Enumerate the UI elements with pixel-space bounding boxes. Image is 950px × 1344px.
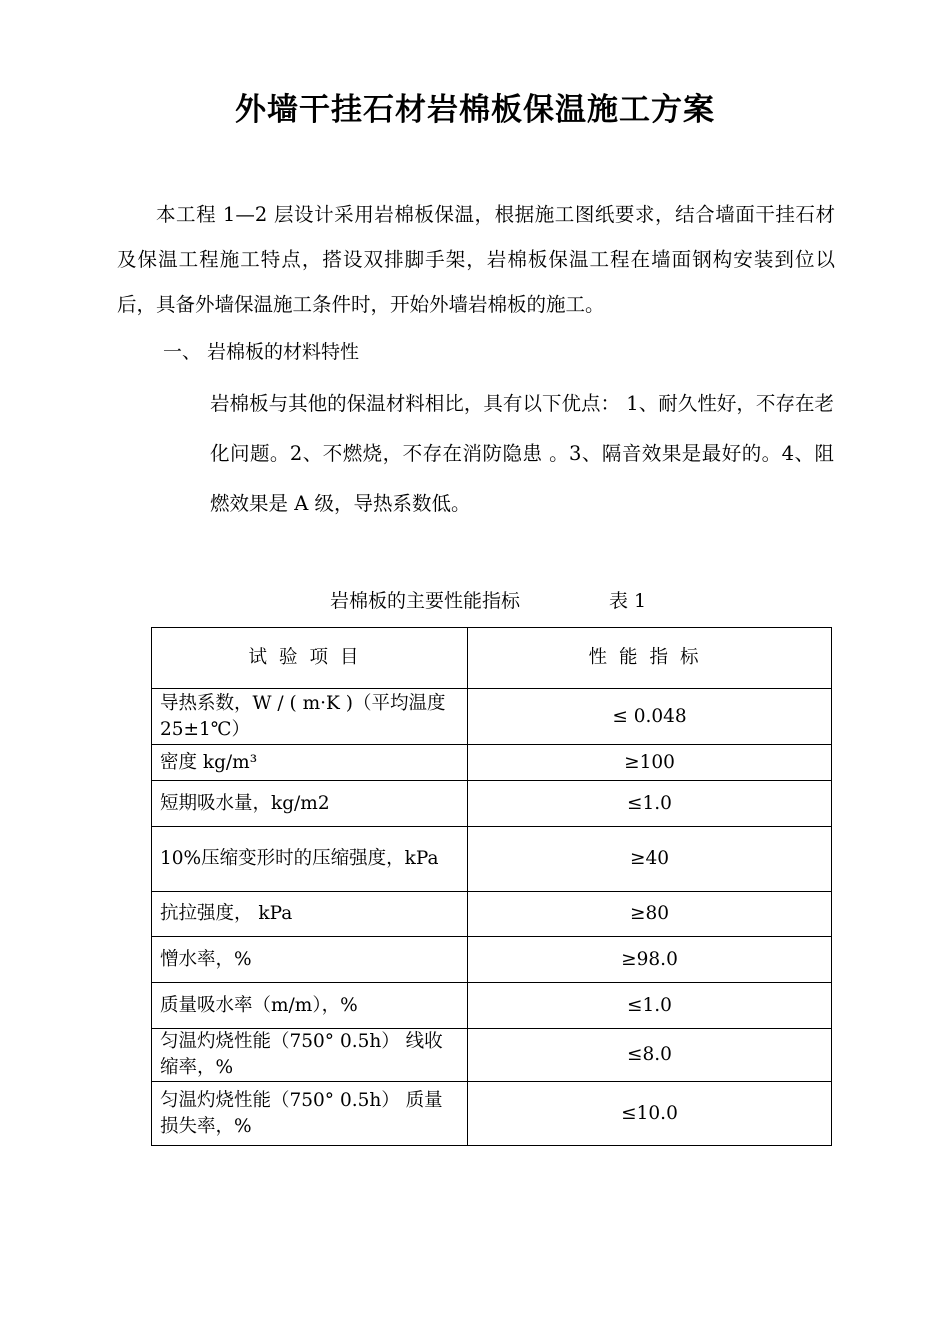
header-test-item: 试验项目 (152, 628, 468, 689)
table-caption-title: 岩棉板的主要性能指标 (330, 590, 521, 612)
table-row (152, 1082, 832, 1146)
row-value: ≤8.0 (468, 1029, 832, 1082)
table-row (152, 745, 832, 781)
row-item: 密度 kg/m³ (152, 745, 468, 781)
row-value: ≥98.0 (468, 937, 832, 983)
row-value: ≥40 (468, 827, 832, 892)
row-item: 匀温灼烧性能（750° 0.5h） 线收缩率，% (152, 1029, 468, 1082)
row-value: ≥80 (468, 892, 832, 937)
row-item: 导热系数，W / ( m·K )（平均温度 25±1℃） (152, 689, 468, 745)
row-item: 憎水率，% (152, 937, 468, 983)
table-row (152, 689, 832, 745)
row-item: 匀温灼烧性能（750° 0.5h） 质量损失率，% (152, 1082, 468, 1146)
table-header-row (152, 628, 832, 689)
row-value: ≤ 0.048 (468, 689, 832, 745)
row-item: 质量吸水率（m/m），% (152, 983, 468, 1029)
row-item: 抗拉强度， kPa (152, 892, 468, 937)
table-caption-number: 表 1 (609, 590, 647, 612)
table-row (152, 1029, 832, 1082)
document-title: 外墙干挂石材岩棉板保温施工方案 (235, 92, 715, 128)
table-row (152, 983, 832, 1029)
row-item: 10%压缩变形时的压缩强度，kPa (152, 827, 468, 892)
section-body-material-properties: 岩棉板与其他的保温材料相比，具有以下优点： 1、耐久性好，不存在老化问题。2、不燃烧，不存在消防隐患 。3、隔音效果是最好的。4、阻燃效果是 A 级，导热系数低。 (210, 392, 834, 515)
table-row (152, 827, 832, 892)
intro-paragraph: 本工程 1—2 层设计采用岩棉板保温，根据施工图纸要求，结合墙面干挂石材及保温工程施工特点，搭设双排脚手架，岩棉板保温工程在墙面钢构安装到位以后，具备外墙保温施工条件时，开始外墙岩棉板的施工。 (117, 203, 835, 316)
row-item: 短期吸水量，kg/m2 (152, 781, 468, 827)
row-value: ≤1.0 (468, 983, 832, 1029)
table-row (152, 937, 832, 983)
header-performance-index: 性能指标 (468, 628, 832, 689)
section-heading-material-properties: 一、 岩棉板的材料特性 (163, 341, 360, 363)
performance-spec-table (151, 627, 832, 1146)
row-value: ≤10.0 (468, 1082, 832, 1146)
row-value: ≥100 (468, 745, 832, 781)
table-row (152, 781, 832, 827)
row-value: ≤1.0 (468, 781, 832, 827)
table-row (152, 892, 832, 937)
